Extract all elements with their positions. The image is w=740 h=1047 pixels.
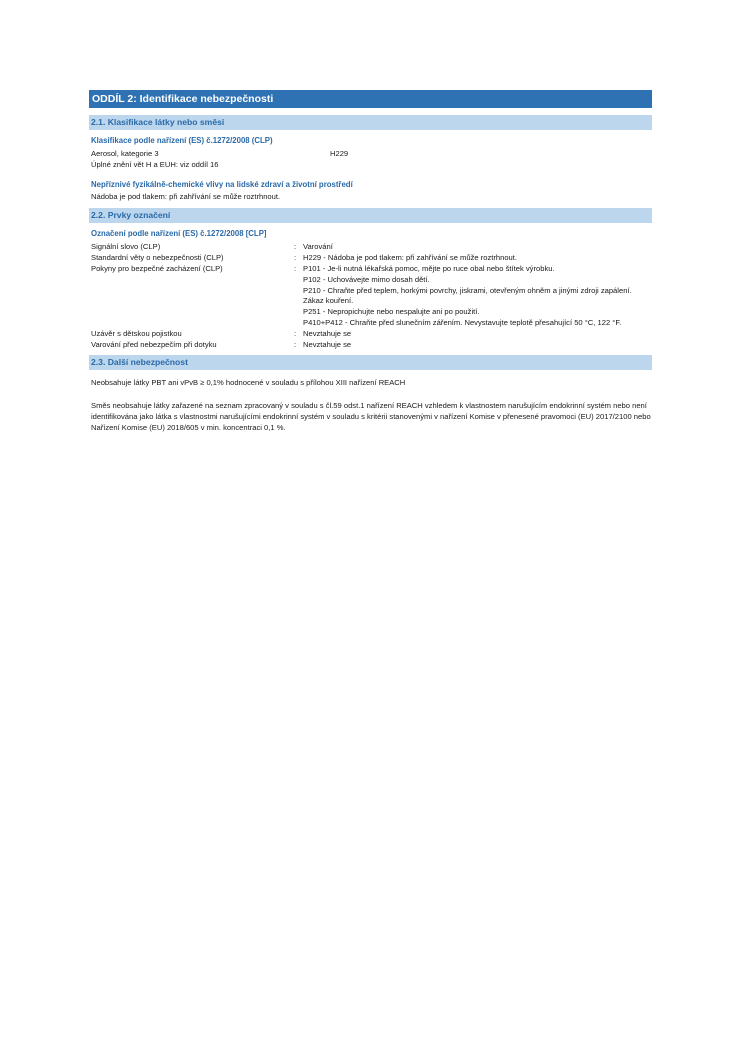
clp-classification-heading: Klasifikace podle nařízení (ES) č.1272/2008 (CLP) <box>91 136 273 145</box>
signal-word-value: Varování <box>303 242 333 252</box>
precautionary-statements-list <box>303 264 652 329</box>
precaution-p101: P101 - Je-li nutná lékařská pomoc, mějte po ruce obal nebo štítek výrobku. <box>303 263 555 273</box>
subsection-2-2-title: 2.2. Prvky označení <box>89 208 652 223</box>
hazard-statements-value: H229 - Nádoba je pod tlakem: při zahřívání se může roztrhnout. <box>303 253 518 263</box>
precautionary-statements-row <box>89 264 652 329</box>
precaution-p102: P102 - Uchovávejte mimo dosah dětí. <box>303 274 430 284</box>
subsection-2-3-title: 2.3. Další nebezpečnost <box>89 355 652 370</box>
full-text-note: Úplné znění vět H a EUH: viz oddíl 16 <box>91 159 219 169</box>
hazard-code: H229 <box>330 149 349 158</box>
tactile-warning-row <box>89 340 652 351</box>
precautionary-statements-label: Pokyny pro bezpečné zacházení (CLP) <box>91 263 223 273</box>
subsection-2-1-title: 2.1. Klasifikace látky nebo směsi <box>89 115 652 130</box>
precaution-p210: P210 - Chraňte před teplem, horkými povrchy, jiskrami, otevřeným ohněm a jinými zdroji zapálení. Zákaz kouření. <box>303 285 632 306</box>
tactile-warning-label: Varování před nebezpečím při dotyku <box>91 339 217 349</box>
separator-colon: : <box>294 253 297 263</box>
signal-word-label: Signální slovo (CLP) <box>91 242 161 252</box>
child-resistant-value: Nevztahuje se <box>303 328 352 338</box>
child-resistant-label: Uzávěr s dětskou pojistkou <box>91 328 182 338</box>
precaution-p251: P251 - Nepropichujte nebo nespalujte ani po použití. <box>303 307 480 317</box>
hazard-statements-row <box>89 253 652 264</box>
endocrine-statement: Směs neobsahuje látky zařazené na seznam zpracovaný v souladu s čl.59 odst.1 nařízení REACH vzhledem k vlastnostem narušujícím endokrinní systém nebo není identifikována jako látka s vlastnostmi narušujícími endokrinní systém v souladu s kritérii stanovenými v nařízení Komise v přenesené pravomoci (EU) 2017/2100 nebo Nařízení Komise (EU) 2018/605 v min. koncentraci 0,1 %. <box>91 401 651 433</box>
adverse-effects-heading: Nepříznivé fyzikálně-chemické vlivy na lidské zdraví a životní prostředí <box>91 179 353 189</box>
classification-category: Aerosol, kategorie 3 <box>91 149 159 158</box>
precaution-p410-p412: P410+P412 - Chraňte před slunečním zářením. Nevystavujte teplotě přesahující 50 °C, 122 °F. <box>303 317 622 327</box>
separator-colon: : <box>294 328 297 338</box>
classification-row <box>89 149 652 160</box>
signal-word-row <box>89 242 652 253</box>
section-2-content <box>89 90 652 433</box>
clp-labelling-heading: Označení podle nařízení (ES) č.1272/2008 [CLP] <box>91 229 267 239</box>
separator-colon: : <box>294 242 297 252</box>
separator-colon: : <box>294 263 297 273</box>
pbt-statement: Neobsahuje látky PBT ani vPvB ≥ 0,1% hodnocené v souladu s přílohou XIII nařízení REACH <box>91 378 406 388</box>
separator-colon: : <box>294 339 297 349</box>
section-title-bar: ODDÍL 2: Identifikace nebezpečnosti <box>89 90 652 108</box>
adverse-effects-text: Nádoba je pod tlakem: při zahřívání se může roztrhnout. <box>91 191 281 201</box>
child-resistant-row <box>89 329 652 340</box>
tactile-warning-value: Nevztahuje se <box>303 339 352 349</box>
hazard-statements-label: Standardní věty o nebezpečnosti (CLP) <box>91 253 224 263</box>
